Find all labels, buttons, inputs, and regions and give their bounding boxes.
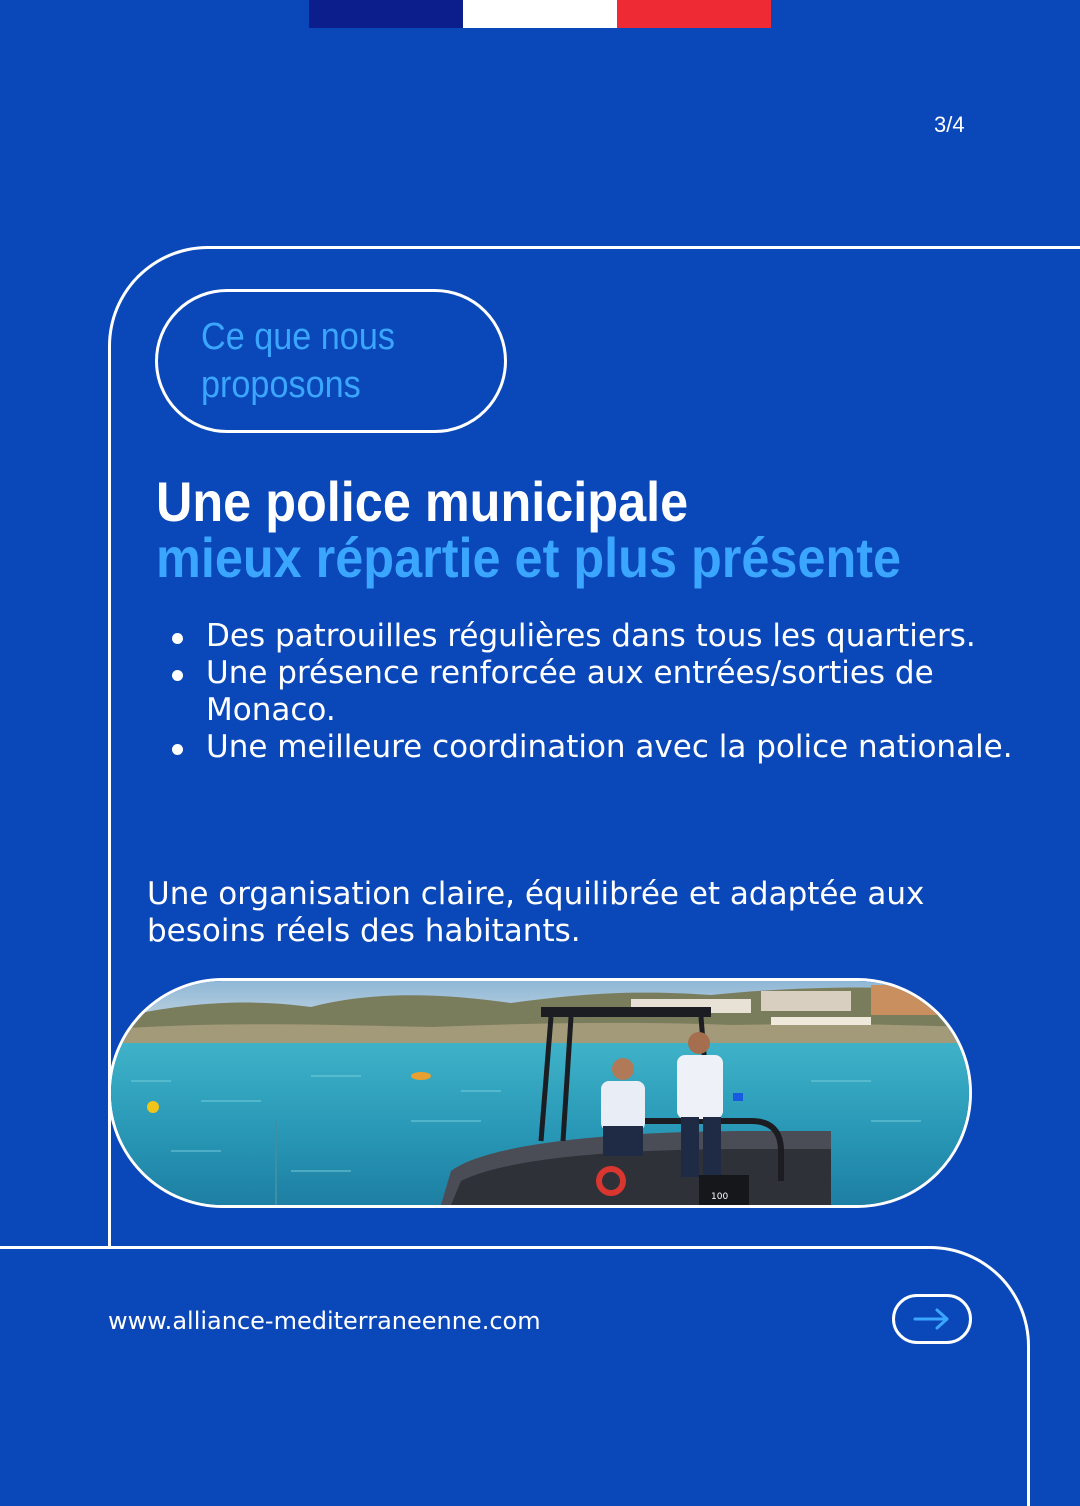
photo-illustration [111, 981, 969, 1205]
website-link[interactable]: www.alliance-mediterraneenne.com [108, 1307, 541, 1335]
flag-blue [309, 0, 463, 28]
headline [156, 470, 1056, 589]
police-boat-photo [108, 978, 972, 1208]
footer-outline [0, 1246, 1030, 1506]
flag-red [617, 0, 771, 28]
headline-line-2: mieux répartie et plus présente [156, 526, 902, 589]
summary-text: Une organisation claire, équilibrée et adaptée aux besoins réels des habitants. [147, 876, 925, 949]
boat-number-label: 100 [711, 1192, 729, 1202]
proposal-list [206, 618, 1026, 766]
french-flag-stripe [309, 0, 771, 28]
bullet-dot-icon [172, 744, 183, 755]
list-item: Une présence renforcée aux entrées/sorties de Monaco. [206, 655, 1026, 729]
list-item: Des patrouilles régulières dans tous les quartiers. [206, 618, 1026, 655]
bullet-dot-icon [172, 633, 183, 644]
section-badge-label: Ce que nous proposons [201, 316, 395, 406]
flag-white [463, 0, 617, 28]
list-item: Une meilleure coordination avec la police nationale. [206, 729, 1026, 766]
bullet-dot-icon [172, 670, 183, 681]
next-slide-button[interactable] [892, 1294, 972, 1344]
page-counter: 3/4 [934, 112, 965, 137]
headline-line-1: Une police municipale [156, 470, 689, 533]
section-badge [155, 289, 507, 433]
arrow-right-icon [912, 1307, 952, 1331]
